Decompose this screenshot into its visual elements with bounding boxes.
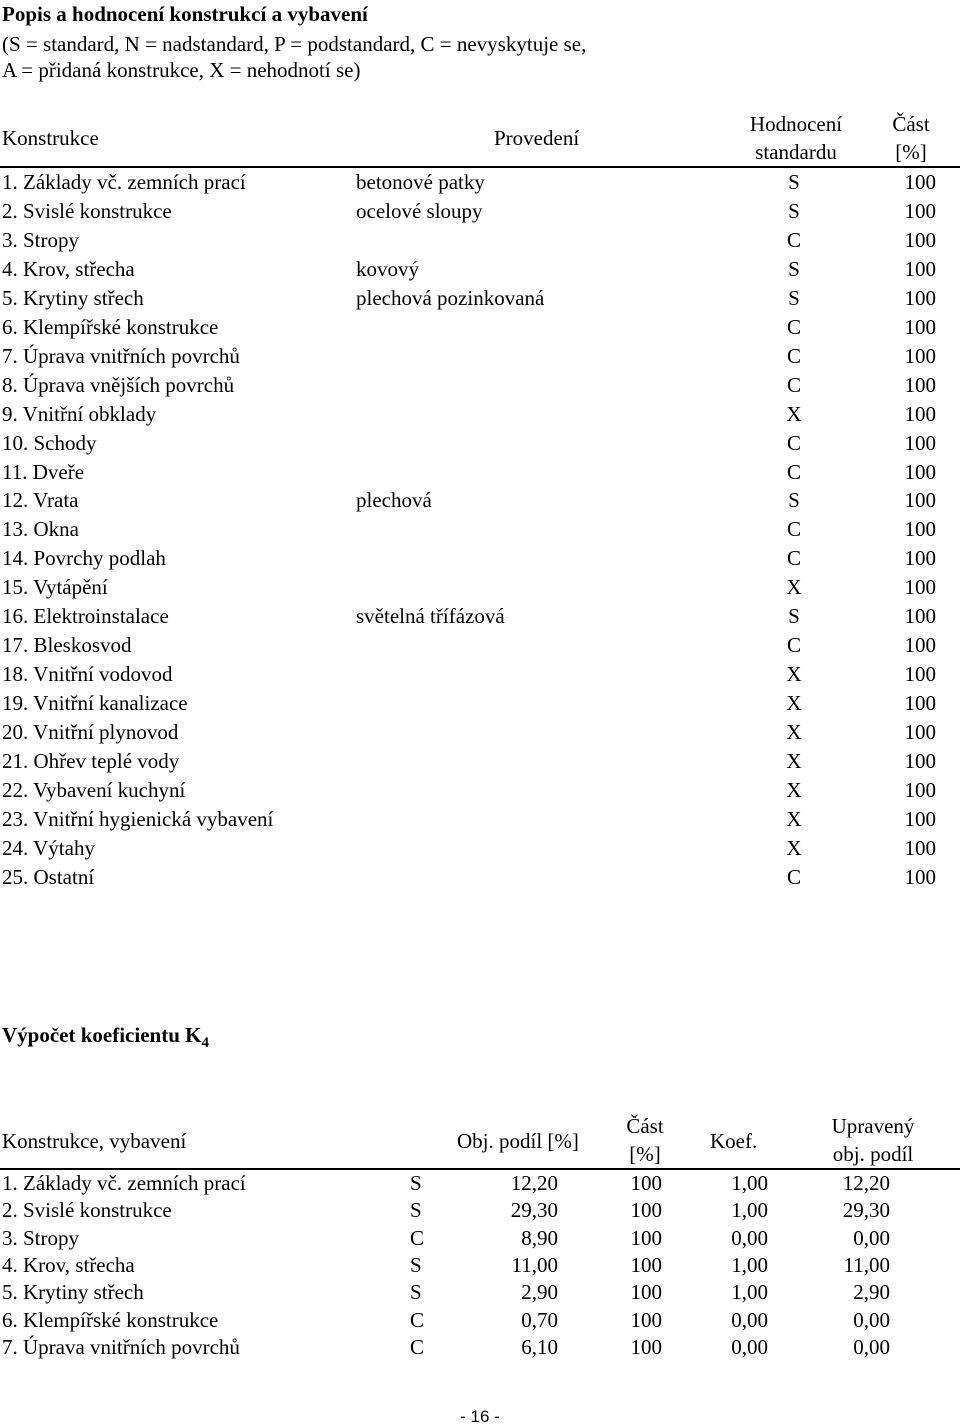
row-hodnoceni: C	[786, 546, 801, 571]
row-koef: 0,00	[731, 1225, 768, 1250]
t2-header-konstrukce: Konstrukce, vybavení	[2, 1129, 187, 1153]
row-obj-podil: 6,10	[521, 1334, 558, 1359]
row-cast: 100	[904, 835, 936, 860]
row-hodnoceni: C	[786, 314, 801, 339]
table-row	[0, 1253, 960, 1282]
row-cast: 100	[904, 720, 936, 745]
row-hodnoceni: X	[786, 835, 802, 860]
table-row	[0, 228, 960, 257]
row-name: 4. Krov, střecha	[2, 256, 135, 281]
table-row	[0, 257, 960, 286]
row-cast: 100	[904, 546, 936, 571]
section2-title-text: Výpočet koeficientu K	[2, 1023, 202, 1047]
table-row	[0, 431, 960, 460]
table-row	[0, 460, 960, 489]
table-row	[0, 1171, 960, 1200]
row-cast: 100	[904, 401, 936, 426]
table-row	[0, 286, 960, 315]
row-name: 16. Elektroinstalace	[2, 604, 169, 629]
row-name: 24. Výtahy	[2, 835, 95, 860]
row-cast: 100	[904, 662, 936, 687]
row-cast: 100	[904, 285, 936, 310]
row-obj-podil: 2,90	[521, 1280, 558, 1305]
row-name: 7. Úprava vnitřních povrchů	[2, 343, 240, 368]
row-hodnoceni: C	[786, 343, 801, 368]
row-hodnoceni: S	[788, 170, 800, 194]
row-name: 22. Vybavení kuchyní	[2, 777, 186, 802]
row-upraveny-podil: 2,90	[853, 1280, 890, 1305]
row-code: C	[410, 1334, 425, 1359]
row-cast: 100	[630, 1171, 662, 1195]
row-hodnoceni: C	[786, 517, 801, 542]
row-cast: 100	[904, 517, 936, 542]
header-hodnoceni-1: Hodnocení	[749, 112, 843, 136]
row-cast: 100	[904, 372, 936, 397]
row-code: S	[410, 1171, 422, 1195]
header-cast-1: Část	[892, 112, 930, 136]
table-row	[0, 199, 960, 228]
table-row	[0, 633, 960, 662]
row-code: C	[410, 1225, 425, 1250]
table-row	[0, 488, 960, 517]
row-cast: 100	[630, 1198, 662, 1223]
header-cast-2: [%]	[895, 140, 927, 164]
row-hodnoceni: X	[786, 777, 802, 802]
row-cast: 100	[904, 430, 936, 455]
row-cast: 100	[904, 343, 936, 368]
row-hodnoceni: X	[786, 662, 802, 687]
table-row	[0, 575, 960, 604]
row-cast: 100	[630, 1225, 662, 1250]
table-row	[0, 865, 960, 894]
row-provedeni: plechová	[356, 488, 432, 513]
t2-header-upr-1: Upravený	[831, 1114, 915, 1138]
row-code: C	[410, 1307, 425, 1332]
row-upraveny-podil: 0,00	[853, 1334, 890, 1359]
row-name: 7. Úprava vnitřních povrchů	[2, 1334, 240, 1359]
table-row	[0, 344, 960, 373]
row-code: S	[410, 1280, 422, 1305]
table-row	[0, 315, 960, 344]
table2-header-rule	[0, 1168, 960, 1170]
row-cast: 100	[904, 459, 936, 484]
row-koef: 0,00	[731, 1307, 768, 1332]
row-provedeni: ocelové sloupy	[356, 198, 483, 223]
row-obj-podil: 11,00	[511, 1252, 558, 1277]
row-upraveny-podil: 0,00	[853, 1225, 890, 1250]
legend-line-1: (S = standard, N = nadstandard, P = podstandard, C = nevyskytuje se,	[2, 32, 587, 56]
row-cast: 100	[630, 1334, 662, 1359]
row-name: 20. Vnitřní plynovod	[2, 720, 179, 745]
row-koef: 1,00	[731, 1198, 768, 1223]
table-row	[0, 170, 960, 199]
row-code: S	[410, 1252, 422, 1277]
row-name: 9. Vnitřní obklady	[2, 401, 157, 426]
row-name: 2. Svislé konstrukce	[2, 1198, 172, 1223]
row-provedeni: plechová pozinkovaná	[356, 285, 545, 310]
row-cast: 100	[904, 749, 936, 773]
row-name: 18. Vnitřní vodovod	[2, 662, 173, 687]
row-cast: 100	[904, 314, 936, 339]
row-koef: 1,00	[731, 1171, 768, 1195]
t2-header-upr-2: obj. podíl	[832, 1142, 914, 1166]
row-cast: 100	[630, 1307, 662, 1332]
table-row	[0, 778, 960, 807]
header-konstrukce: Konstrukce	[2, 126, 99, 150]
row-cast: 100	[904, 198, 936, 223]
section2-title	[2, 1023, 209, 1052]
row-cast: 100	[904, 633, 936, 658]
row-name: 2. Svislé konstrukce	[2, 198, 172, 223]
row-cast: 100	[904, 488, 936, 513]
table-row	[0, 373, 960, 402]
row-hodnoceni: X	[786, 691, 802, 716]
row-hodnoceni: S	[788, 256, 800, 281]
row-cast: 100	[904, 227, 936, 252]
row-code: S	[410, 1198, 422, 1223]
row-name: 5. Krytiny střech	[2, 1280, 144, 1305]
t2-header-cast-2: [%]	[629, 1142, 661, 1166]
row-obj-podil: 8,90	[521, 1225, 558, 1250]
row-cast: 100	[904, 256, 936, 281]
row-cast: 100	[904, 806, 936, 831]
row-hodnoceni: C	[786, 864, 801, 889]
row-upraveny-podil: 11,00	[843, 1252, 890, 1277]
row-name: 19. Vnitřní kanalizace	[2, 691, 188, 716]
table-row	[0, 517, 960, 546]
row-name: 21. Ohřev teplé vody	[2, 749, 180, 773]
row-hodnoceni: C	[786, 430, 801, 455]
row-name: 5. Krytiny střech	[2, 285, 144, 310]
table1-header-rule	[0, 166, 960, 168]
row-hodnoceni: S	[788, 285, 800, 310]
row-cast: 100	[904, 691, 936, 716]
row-hodnoceni: C	[786, 227, 801, 252]
section2-title-sub: 4	[201, 1035, 209, 1052]
row-name: 8. Úprava vnějších povrchů	[2, 372, 235, 397]
page-title: Popis a hodnocení konstrukcí a vybavení	[2, 2, 368, 26]
row-hodnoceni: C	[786, 633, 801, 658]
row-name: 12. Vrata	[2, 488, 79, 513]
row-cast: 100	[904, 777, 936, 802]
table-row	[0, 546, 960, 575]
table-row	[0, 1226, 960, 1255]
row-obj-podil: 12,20	[510, 1171, 558, 1195]
legend-line-2: A = přidaná konstrukce, X = nehodnotí se)	[2, 58, 361, 82]
row-name: 1. Základy vč. zemních prací	[2, 1171, 246, 1195]
row-cast: 100	[904, 604, 936, 629]
row-upraveny-podil: 0,00	[853, 1307, 890, 1332]
row-cast: 100	[630, 1280, 662, 1305]
t2-header-obj: Obj. podíl [%]	[457, 1129, 579, 1153]
table-row	[0, 720, 960, 749]
row-hodnoceni: S	[788, 604, 800, 629]
row-upraveny-podil: 29,30	[842, 1198, 890, 1223]
row-koef: 1,00	[731, 1252, 768, 1277]
row-name: 23. Vnitřní hygienická vybavení	[2, 806, 274, 831]
row-hodnoceni: S	[788, 198, 800, 223]
row-name: 10. Schody	[2, 430, 97, 455]
t2-header-koef: Koef.	[710, 1129, 758, 1153]
row-name: 4. Krov, střecha	[2, 1252, 135, 1277]
row-provedeni: světelná třífázová	[356, 604, 505, 629]
row-cast: 100	[904, 170, 936, 194]
table-row	[0, 1308, 960, 1337]
row-hodnoceni: X	[786, 720, 802, 745]
table-row	[0, 1198, 960, 1227]
row-hodnoceni: X	[786, 575, 802, 600]
row-cast: 100	[904, 864, 936, 889]
table-row	[0, 691, 960, 720]
page-number: - 16 -	[460, 1407, 500, 1426]
header-provedeni: Provedení	[494, 126, 580, 150]
row-provedeni: kovový	[356, 256, 419, 281]
row-upraveny-podil: 12,20	[842, 1171, 890, 1195]
table-row	[0, 1280, 960, 1309]
row-hodnoceni: X	[786, 401, 802, 426]
row-name: 25. Ostatní	[2, 864, 95, 889]
row-koef: 0,00	[731, 1334, 768, 1359]
t2-header-cast-1: Část	[626, 1114, 664, 1138]
row-name: 6. Klempířské konstrukce	[2, 314, 219, 339]
table-row	[0, 402, 960, 431]
row-hodnoceni: C	[786, 459, 801, 484]
row-obj-podil: 0,70	[521, 1307, 558, 1332]
table-row	[0, 662, 960, 691]
row-name: 13. Okna	[2, 517, 79, 542]
row-name: 6. Klempířské konstrukce	[2, 1307, 219, 1332]
row-hodnoceni: S	[788, 488, 800, 513]
row-name: 15. Vytápění	[2, 575, 108, 600]
table-row	[0, 807, 960, 836]
row-name: 1. Základy vč. zemních prací	[2, 170, 246, 194]
row-name: 14. Povrchy podlah	[2, 546, 166, 571]
row-cast: 100	[904, 575, 936, 600]
table-row	[0, 604, 960, 633]
header-hodnoceni-2: standardu	[755, 140, 837, 164]
row-hodnoceni: X	[786, 749, 802, 773]
row-name: 11. Dveře	[2, 459, 85, 484]
row-cast: 100	[630, 1252, 662, 1277]
row-hodnoceni: X	[786, 806, 802, 831]
row-provedeni: betonové patky	[356, 170, 485, 194]
row-name: 3. Stropy	[2, 227, 80, 252]
table-row	[0, 836, 960, 865]
row-hodnoceni: C	[786, 372, 801, 397]
row-name: 3. Stropy	[2, 1225, 80, 1250]
row-name: 17. Bleskosvod	[2, 633, 132, 658]
table-row	[0, 1335, 960, 1364]
row-obj-podil: 29,30	[510, 1198, 558, 1223]
table-row	[0, 749, 960, 778]
row-koef: 1,00	[731, 1280, 768, 1305]
